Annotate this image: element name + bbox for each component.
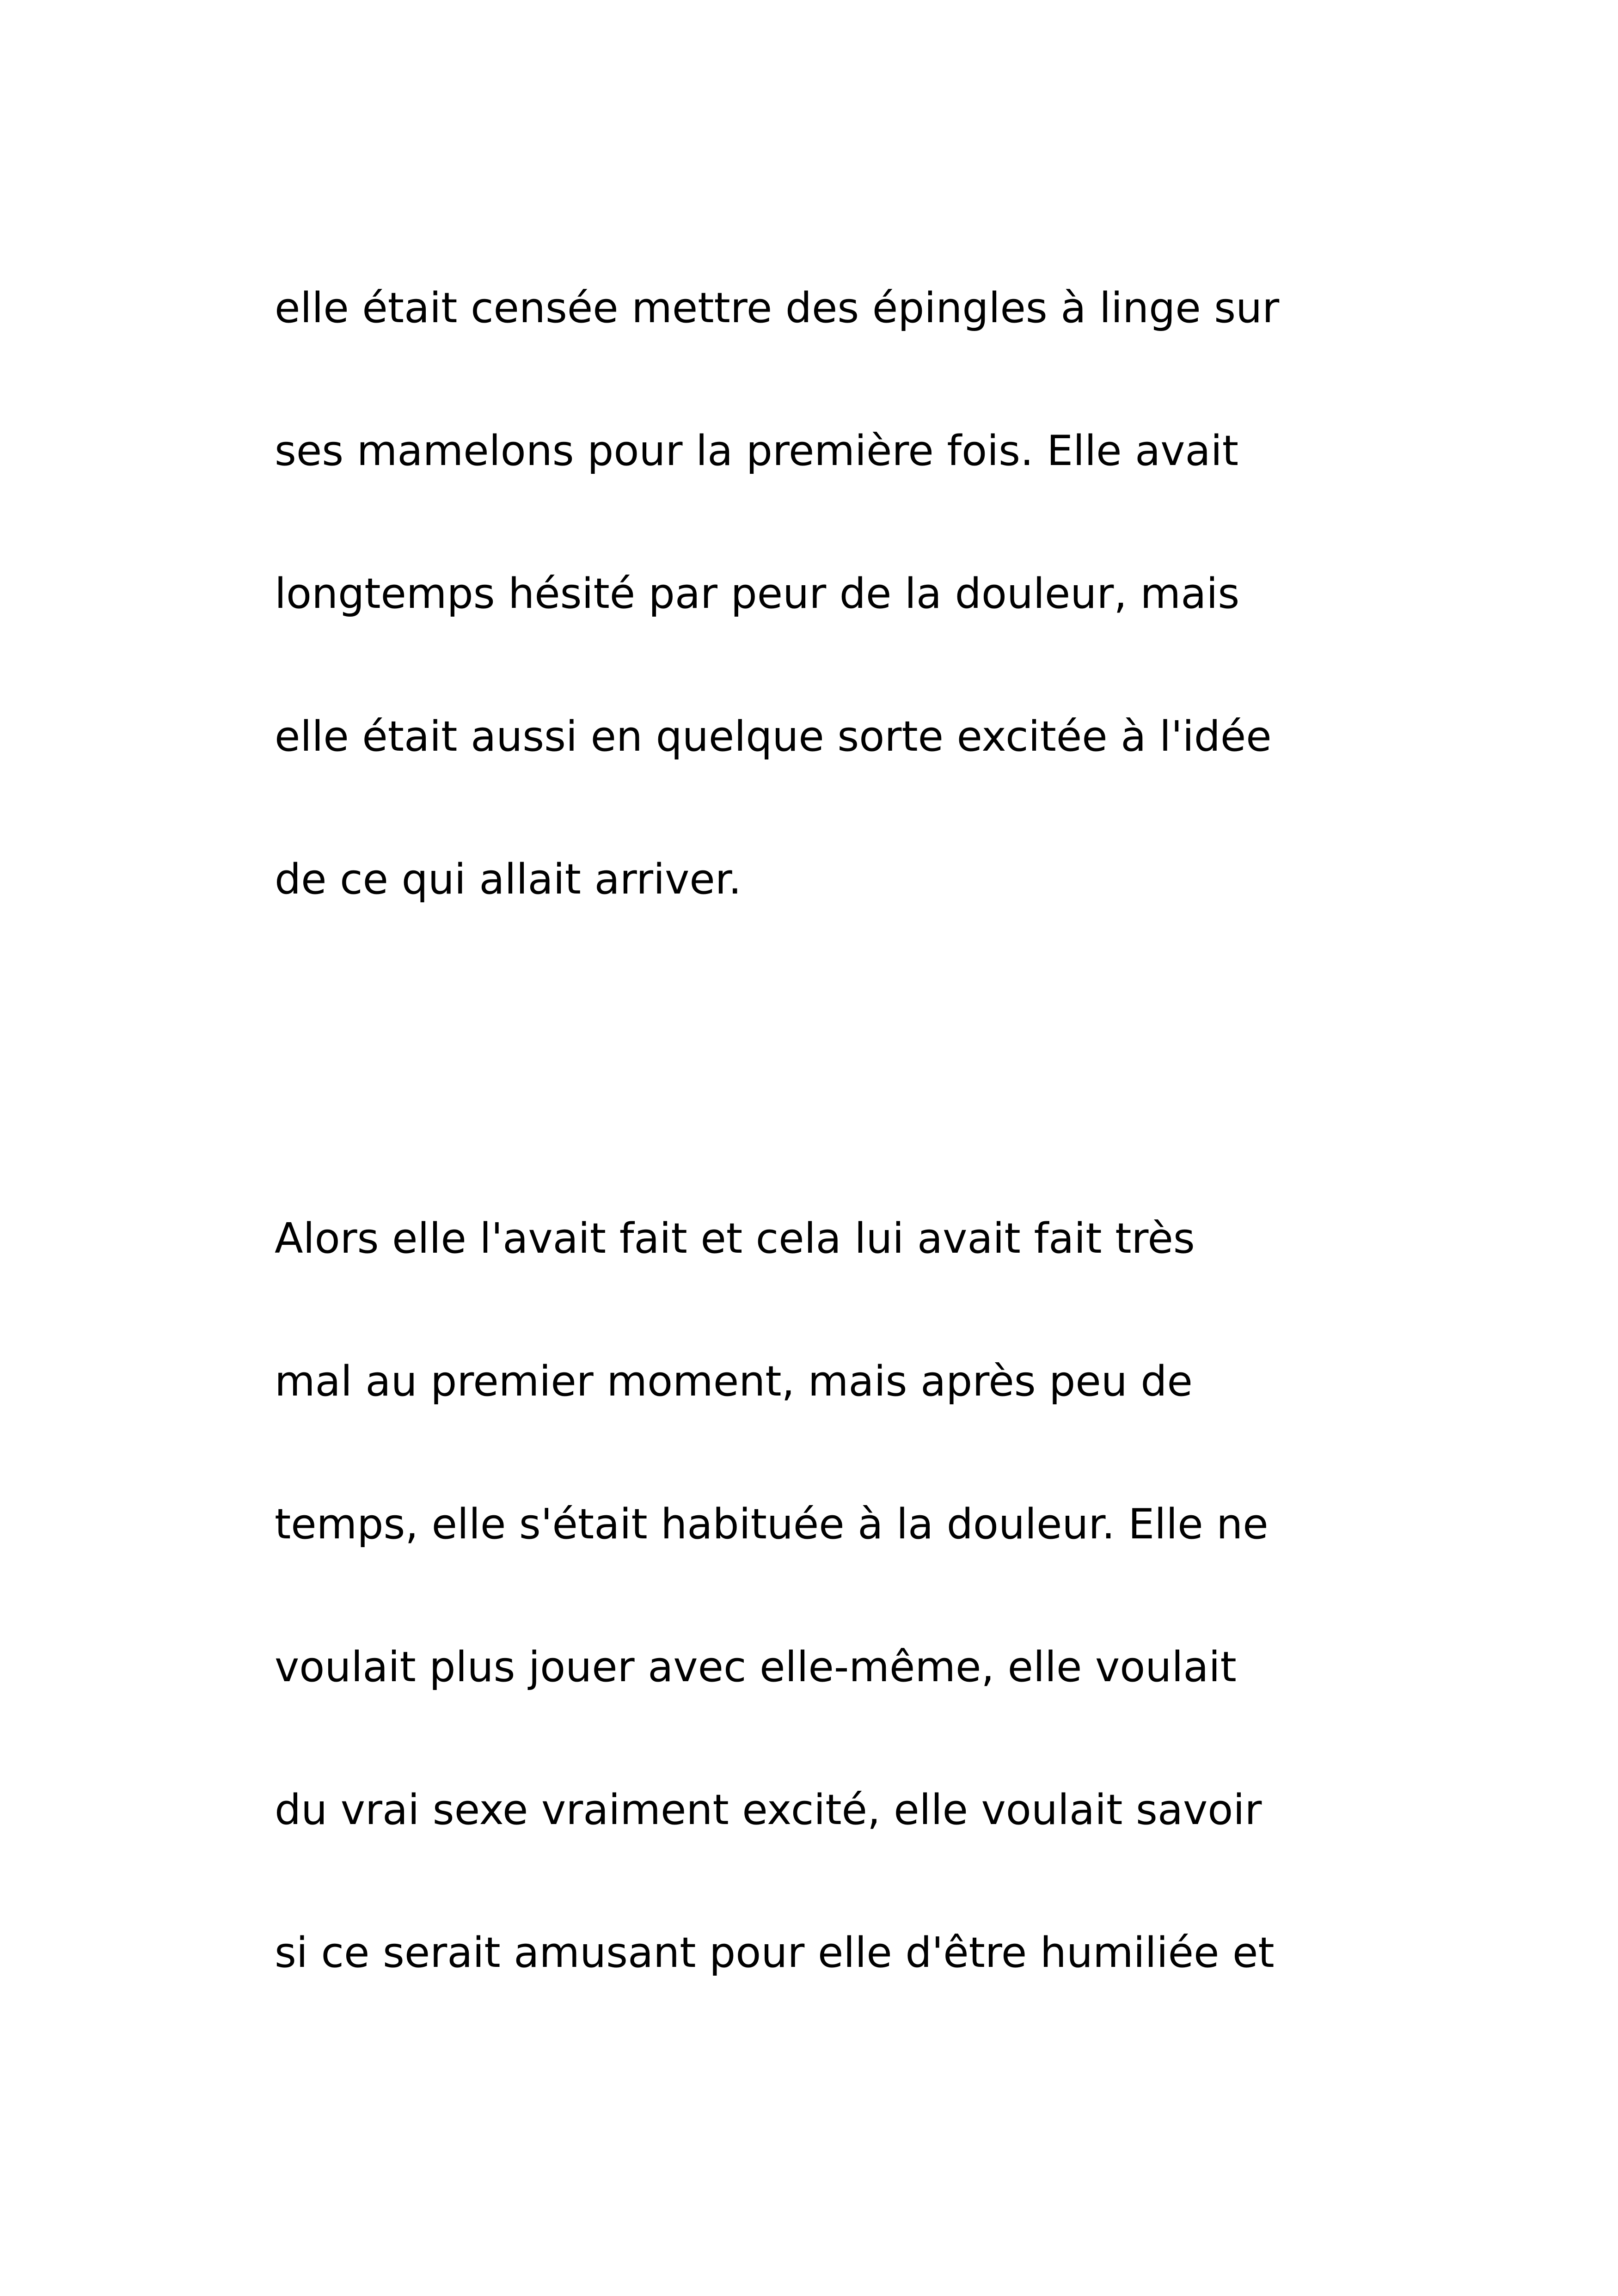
text-line: mal au premier moment, mais après peu de xyxy=(275,1357,1193,1406)
text-line: longtemps hésité par peur de la douleur, mais xyxy=(275,569,1240,618)
text-line: Alors elle l'avait fait et cela lui avait fait très xyxy=(275,1214,1195,1263)
text-line: ses mamelons pour la première fois. Elle avait xyxy=(275,427,1238,475)
text-line: du vrai sexe vraiment excité, elle voulait savoir xyxy=(275,1786,1262,1834)
text-line: voulait plus jouer avec elle-même, elle voulait xyxy=(275,1643,1237,1691)
text-line: temps, elle s'était habituée à la douleur. Elle ne xyxy=(275,1500,1269,1549)
text-line: elle était censée mettre des épingles à linge sur xyxy=(275,284,1280,332)
text-line: de ce qui allait arriver. xyxy=(275,855,742,904)
text-line: elle était aussi en quelque sorte excitée à l'idée xyxy=(275,712,1272,761)
text-line: si ce serait amusant pour elle d'être humiliée et xyxy=(275,1929,1275,1977)
